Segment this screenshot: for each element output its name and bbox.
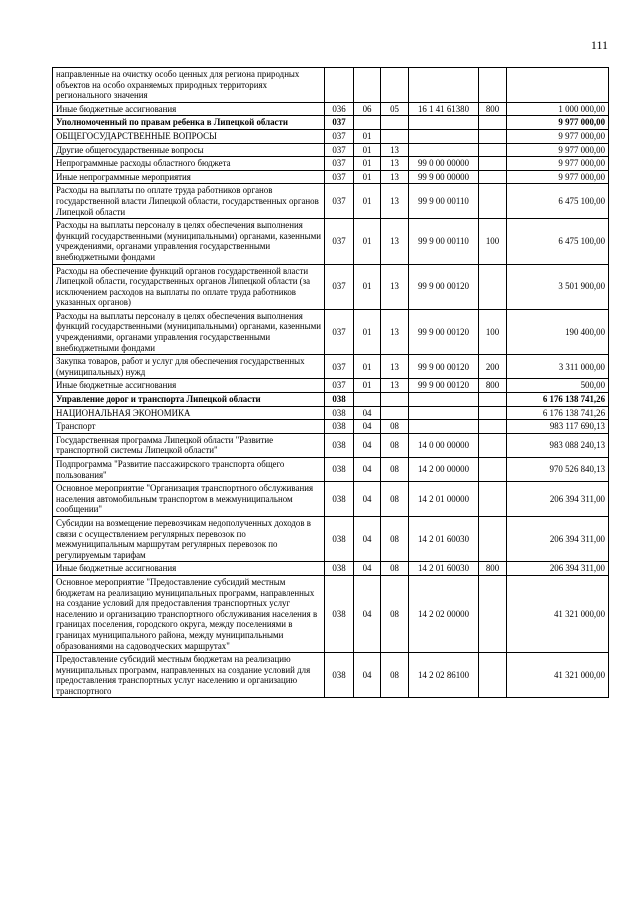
row-razdel-code: 01 bbox=[354, 264, 381, 309]
row-razdel-code: 01 bbox=[354, 170, 381, 184]
row-vedomstvo-code: 038 bbox=[325, 482, 354, 517]
row-name: Транспорт bbox=[53, 420, 325, 434]
row-sum: 6 475 100,00 bbox=[507, 184, 609, 219]
row-name: Основное мероприятие "Организация транспортного обслуживания населения автомобильным транспортом в межмуниципальном сообщении" bbox=[53, 482, 325, 517]
row-target-article-code: 14 2 01 00000 bbox=[409, 482, 479, 517]
row-name: Непрограммные расходы областного бюджета bbox=[53, 157, 325, 171]
table-row bbox=[53, 309, 609, 354]
budget-table bbox=[52, 67, 609, 698]
row-razdel-code: 04 bbox=[354, 653, 381, 698]
row-expense-type-code bbox=[479, 129, 507, 143]
row-target-article-code bbox=[409, 420, 479, 434]
row-razdel-code: 04 bbox=[354, 420, 381, 434]
table-row bbox=[53, 458, 609, 482]
row-name: Основное мероприятие "Предоставление субсидий местным бюджетам на реализацию муниципальных программ, направленных на создание условий для предоставления транспортных услуг населению и организацию транспортного обслуживания населения в границах поселения, городского округа, между поселениями в границах муниципального района, между муниципальными образованиями на садоводческих маршрутах" bbox=[53, 575, 325, 652]
row-vedomstvo-code: 038 bbox=[325, 562, 354, 576]
row-expense-type-code: 100 bbox=[479, 309, 507, 354]
row-podrazdel-code bbox=[381, 116, 409, 130]
row-podrazdel-code: 13 bbox=[381, 355, 409, 379]
row-sum: 41 321 000,00 bbox=[507, 653, 609, 698]
row-target-article-code: 14 2 02 00000 bbox=[409, 575, 479, 652]
row-vedomstvo-code: 036 bbox=[325, 102, 354, 116]
row-vedomstvo-code: 037 bbox=[325, 116, 354, 130]
row-target-article-code: 99 9 00 00110 bbox=[409, 184, 479, 219]
table-row bbox=[53, 393, 609, 407]
row-target-article-code bbox=[409, 68, 479, 103]
row-sum: 9 977 000,00 bbox=[507, 170, 609, 184]
row-podrazdel-code bbox=[381, 393, 409, 407]
row-podrazdel-code: 08 bbox=[381, 562, 409, 576]
row-razdel-code: 01 bbox=[354, 184, 381, 219]
row-target-article-code bbox=[409, 129, 479, 143]
table-row bbox=[53, 653, 609, 698]
row-podrazdel-code: 08 bbox=[381, 458, 409, 482]
row-sum bbox=[507, 68, 609, 103]
row-expense-type-code bbox=[479, 157, 507, 171]
table-row bbox=[53, 219, 609, 264]
row-podrazdel-code: 13 bbox=[381, 184, 409, 219]
row-expense-type-code bbox=[479, 433, 507, 457]
row-sum: 206 394 311,00 bbox=[507, 482, 609, 517]
row-expense-type-code bbox=[479, 184, 507, 219]
row-razdel-code: 04 bbox=[354, 406, 381, 420]
row-name: Уполномоченный по правам ребенка в Липецкой области bbox=[53, 116, 325, 130]
row-target-article-code: 14 0 00 00000 bbox=[409, 433, 479, 457]
row-name: Субсидии на возмещение перевозчикам недополученных доходов в связи с осуществлением регулярных перевозок по межмуниципальным маршрутам регулярных перевозок по регулируемым тарифам bbox=[53, 516, 325, 561]
row-podrazdel-code: 13 bbox=[381, 143, 409, 157]
row-name: Иные бюджетные ассигнования bbox=[53, 102, 325, 116]
row-expense-type-code bbox=[479, 482, 507, 517]
row-name: НАЦИОНАЛЬНАЯ ЭКОНОМИКА bbox=[53, 406, 325, 420]
row-target-article-code: 99 9 00 00120 bbox=[409, 355, 479, 379]
row-sum: 983 117 690,13 bbox=[507, 420, 609, 434]
row-expense-type-code bbox=[479, 68, 507, 103]
row-vedomstvo-code bbox=[325, 68, 354, 103]
row-podrazdel-code: 05 bbox=[381, 102, 409, 116]
table-row bbox=[53, 157, 609, 171]
row-name: Расходы на обеспечение функций органов государственной власти Липецкой области, государственных органов Липецкой области (за исключением расходов на выплаты по оплате труда работников указанных органов) bbox=[53, 264, 325, 309]
row-podrazdel-code: 08 bbox=[381, 482, 409, 517]
row-target-article-code: 99 0 00 00000 bbox=[409, 157, 479, 171]
row-target-article-code: 14 2 01 60030 bbox=[409, 562, 479, 576]
row-sum: 3 311 000,00 bbox=[507, 355, 609, 379]
row-expense-type-code bbox=[479, 393, 507, 407]
row-razdel-code: 04 bbox=[354, 562, 381, 576]
row-target-article-code: 16 1 41 61380 bbox=[409, 102, 479, 116]
row-sum: 6 475 100,00 bbox=[507, 219, 609, 264]
row-sum: 206 394 311,00 bbox=[507, 516, 609, 561]
row-podrazdel-code: 08 bbox=[381, 653, 409, 698]
row-expense-type-code: 800 bbox=[479, 562, 507, 576]
row-expense-type-code bbox=[479, 143, 507, 157]
row-razdel-code: 01 bbox=[354, 129, 381, 143]
row-expense-type-code bbox=[479, 406, 507, 420]
row-razdel-code bbox=[354, 68, 381, 103]
table-row bbox=[53, 116, 609, 130]
row-expense-type-code: 800 bbox=[479, 102, 507, 116]
row-name: Иные бюджетные ассигнования bbox=[53, 379, 325, 393]
row-podrazdel-code: 08 bbox=[381, 575, 409, 652]
row-expense-type-code bbox=[479, 575, 507, 652]
row-razdel-code: 04 bbox=[354, 433, 381, 457]
row-target-article-code bbox=[409, 143, 479, 157]
row-expense-type-code: 200 bbox=[479, 355, 507, 379]
table-row bbox=[53, 264, 609, 309]
row-podrazdel-code bbox=[381, 129, 409, 143]
row-expense-type-code bbox=[479, 170, 507, 184]
row-name: Расходы на выплаты персоналу в целях обеспечения выполнения функций государственными (муниципальными) органами, казенными учреждениями, органами управления государственными внебюджетными фондами bbox=[53, 309, 325, 354]
row-sum: 9 977 000,00 bbox=[507, 143, 609, 157]
row-name: Управление дорог и транспорта Липецкой области bbox=[53, 393, 325, 407]
row-name: Расходы на выплаты по оплате труда работников органов государственной власти Липецкой области, государственных органов Липецкой области bbox=[53, 184, 325, 219]
row-expense-type-code bbox=[479, 116, 507, 130]
row-expense-type-code bbox=[479, 516, 507, 561]
row-razdel-code bbox=[354, 116, 381, 130]
row-name: Иные непрограммные мероприятия bbox=[53, 170, 325, 184]
row-podrazdel-code: 08 bbox=[381, 516, 409, 561]
row-vedomstvo-code: 037 bbox=[325, 309, 354, 354]
table-row bbox=[53, 433, 609, 457]
row-expense-type-code bbox=[479, 420, 507, 434]
table-row bbox=[53, 68, 609, 103]
row-target-article-code bbox=[409, 116, 479, 130]
row-razdel-code: 04 bbox=[354, 516, 381, 561]
row-razdel-code bbox=[354, 393, 381, 407]
table-row bbox=[53, 355, 609, 379]
row-vedomstvo-code: 037 bbox=[325, 219, 354, 264]
row-expense-type-code bbox=[479, 264, 507, 309]
row-podrazdel-code: 13 bbox=[381, 219, 409, 264]
row-razdel-code: 01 bbox=[354, 309, 381, 354]
row-vedomstvo-code: 037 bbox=[325, 143, 354, 157]
row-vedomstvo-code: 038 bbox=[325, 406, 354, 420]
row-name: ОБЩЕГОСУДАРСТВЕННЫЕ ВОПРОСЫ bbox=[53, 129, 325, 143]
row-razdel-code: 01 bbox=[354, 143, 381, 157]
row-expense-type-code bbox=[479, 458, 507, 482]
row-vedomstvo-code: 037 bbox=[325, 170, 354, 184]
row-name: Предоставление субсидий местным бюджетам на реализацию муниципальных программ, направленных на создание условий для предоставления транспортных услуг населению и организацию транспортного bbox=[53, 653, 325, 698]
row-name: Расходы на выплаты персоналу в целях обеспечения выполнения функций государственными (муниципальными) органами, казенными учреждениями, органами управления государственными внебюджетными фондами bbox=[53, 219, 325, 264]
row-target-article-code: 99 9 00 00110 bbox=[409, 219, 479, 264]
row-razdel-code: 01 bbox=[354, 219, 381, 264]
row-vedomstvo-code: 038 bbox=[325, 458, 354, 482]
row-sum: 9 977 000,00 bbox=[507, 116, 609, 130]
row-vedomstvo-code: 037 bbox=[325, 355, 354, 379]
row-sum: 9 977 000,00 bbox=[507, 129, 609, 143]
table-row bbox=[53, 379, 609, 393]
row-sum: 970 526 840,13 bbox=[507, 458, 609, 482]
budget-rows bbox=[53, 68, 609, 698]
row-podrazdel-code: 08 bbox=[381, 420, 409, 434]
table-row bbox=[53, 170, 609, 184]
row-vedomstvo-code: 038 bbox=[325, 653, 354, 698]
row-target-article-code: 99 9 00 00120 bbox=[409, 379, 479, 393]
row-vedomstvo-code: 037 bbox=[325, 129, 354, 143]
row-razdel-code: 06 bbox=[354, 102, 381, 116]
row-expense-type-code: 800 bbox=[479, 379, 507, 393]
row-name: направленные на очистку особо ценных для региона природных объектов на особо охраняемых природных территориях регионального значения bbox=[53, 68, 325, 103]
row-razdel-code: 01 bbox=[354, 157, 381, 171]
row-sum: 9 977 000,00 bbox=[507, 157, 609, 171]
row-sum: 6 176 138 741,26 bbox=[507, 406, 609, 420]
row-podrazdel-code: 13 bbox=[381, 379, 409, 393]
row-sum: 6 176 138 741,26 bbox=[507, 393, 609, 407]
row-target-article-code: 14 2 01 60030 bbox=[409, 516, 479, 561]
table-row bbox=[53, 406, 609, 420]
row-target-article-code: 99 9 00 00120 bbox=[409, 264, 479, 309]
row-razdel-code: 04 bbox=[354, 458, 381, 482]
row-target-article-code: 99 9 00 00120 bbox=[409, 309, 479, 354]
row-name: Подпрограмма "Развитие пассажирского транспорта общего пользования" bbox=[53, 458, 325, 482]
row-razdel-code: 04 bbox=[354, 482, 381, 517]
row-target-article-code bbox=[409, 406, 479, 420]
row-podrazdel-code: 13 bbox=[381, 264, 409, 309]
row-sum: 41 321 000,00 bbox=[507, 575, 609, 652]
table-row bbox=[53, 102, 609, 116]
row-vedomstvo-code: 037 bbox=[325, 264, 354, 309]
row-target-article-code bbox=[409, 393, 479, 407]
row-vedomstvo-code: 038 bbox=[325, 433, 354, 457]
row-podrazdel-code bbox=[381, 406, 409, 420]
table-row bbox=[53, 129, 609, 143]
row-name: Иные бюджетные ассигнования bbox=[53, 562, 325, 576]
table-row bbox=[53, 420, 609, 434]
row-razdel-code: 01 bbox=[354, 355, 381, 379]
row-vedomstvo-code: 037 bbox=[325, 184, 354, 219]
row-sum: 1 000 000,00 bbox=[507, 102, 609, 116]
row-podrazdel-code bbox=[381, 68, 409, 103]
row-sum: 983 088 240,13 bbox=[507, 433, 609, 457]
row-sum: 190 400,00 bbox=[507, 309, 609, 354]
row-podrazdel-code: 08 bbox=[381, 433, 409, 457]
table-row bbox=[53, 516, 609, 561]
row-name: Другие общегосударственные вопросы bbox=[53, 143, 325, 157]
row-vedomstvo-code: 038 bbox=[325, 516, 354, 561]
row-razdel-code: 01 bbox=[354, 379, 381, 393]
row-sum: 500,00 bbox=[507, 379, 609, 393]
table-row bbox=[53, 184, 609, 219]
row-target-article-code: 99 9 00 00000 bbox=[409, 170, 479, 184]
row-target-article-code: 14 2 02 86100 bbox=[409, 653, 479, 698]
row-sum: 206 394 311,00 bbox=[507, 562, 609, 576]
row-vedomstvo-code: 038 bbox=[325, 420, 354, 434]
row-vedomstvo-code: 037 bbox=[325, 157, 354, 171]
row-name: Закупка товаров, работ и услуг для обеспечения государственных (муниципальных) нужд bbox=[53, 355, 325, 379]
row-expense-type-code: 100 bbox=[479, 219, 507, 264]
row-name: Государственная программа Липецкой области "Развитие транспортной системы Липецкой области" bbox=[53, 433, 325, 457]
row-vedomstvo-code: 037 bbox=[325, 379, 354, 393]
table-row bbox=[53, 575, 609, 652]
table-row bbox=[53, 482, 609, 517]
row-vedomstvo-code: 038 bbox=[325, 393, 354, 407]
row-podrazdel-code: 13 bbox=[381, 157, 409, 171]
row-razdel-code: 04 bbox=[354, 575, 381, 652]
row-podrazdel-code: 13 bbox=[381, 170, 409, 184]
row-podrazdel-code: 13 bbox=[381, 309, 409, 354]
row-target-article-code: 14 2 00 00000 bbox=[409, 458, 479, 482]
table-row bbox=[53, 562, 609, 576]
row-sum: 3 501 900,00 bbox=[507, 264, 609, 309]
page-number: 111 bbox=[590, 38, 608, 52]
row-expense-type-code bbox=[479, 653, 507, 698]
row-vedomstvo-code: 038 bbox=[325, 575, 354, 652]
table-row bbox=[53, 143, 609, 157]
